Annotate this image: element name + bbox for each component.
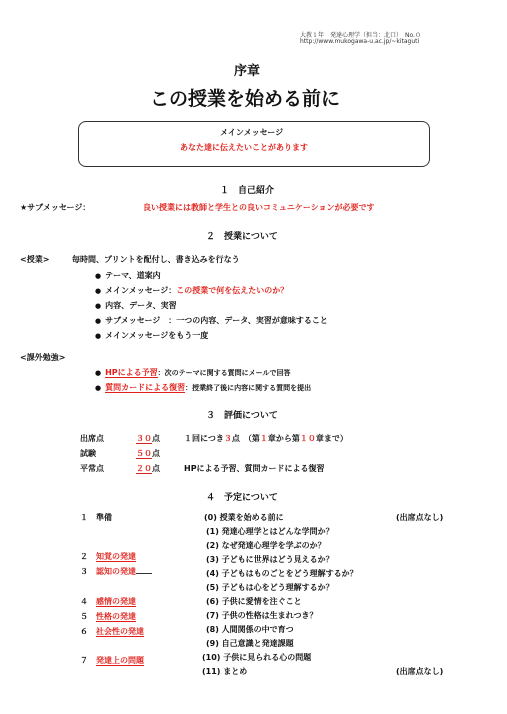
eval-points-attendance: ３０点 [136,434,160,443]
eval-label-attendance: 出席点 [80,434,104,443]
lecture-0: (0) 授業を始める前に [204,513,284,522]
class-item-theme: ● テーマ、道案内 [95,270,161,281]
sub-message-label: ★サブメッセージ： [20,203,91,212]
lecture-11: (11) まとめ [202,667,248,676]
lecture-3: (3) 子どもに世界はどう見えるか？ [206,555,334,564]
eval-points-regular: ２０点 [136,464,160,473]
lecture-9: (9) 自己意識と発達課題 [206,639,294,648]
section-heading-class: ２ 授業について [206,232,278,242]
header-url: http://www.mukogawa-u.ac.jp/~kitaguti [300,38,420,45]
section-heading-self-intro: １ 自己紹介 [220,186,275,196]
class-item-sub-message: ● サブメッセージ ：一つの内容、データ、実習が意味すること [95,315,328,326]
lecture-0-note: (出席点なし) [396,513,444,522]
eval-note-regular: HPによる予習、質問カードによる復習 [184,464,325,473]
lecture-4: (4) 子どもはものごとをどう理解するか？ [206,569,358,578]
class-label: <授業> [20,255,50,264]
class-item-main-message: ● メインメッセージ：この授業で何を伝えたいのか？ [95,285,288,296]
section-heading-schedule: ４ 予定について [206,493,278,503]
sub-message-text: 良い授業には教師と学生との良いコミュニケーションが必要です [143,203,375,212]
lecture-6: (6) 子供に愛情を注ぐこと [206,597,302,606]
class-item-main-again: ● メインメッセージをもう一度 [95,330,208,341]
extra-study-label: <課外勉強> [20,353,66,362]
eval-label-regular: 平常点 [80,464,104,473]
main-message-text: あなた達に伝えたいことがあります [180,143,308,152]
page-title: この授業を始める前に [150,88,341,110]
lecture-7: (7) 子供の性格は生まれつき？ [206,611,318,620]
main-message-label: メインメッセージ [220,128,284,137]
eval-label-exam: 試験 [80,449,96,458]
chapter-label: 序章 [234,64,261,79]
eval-note-attendance: １回につき３点 （第１章から第１０章まで） [184,434,348,443]
extra-item-question-card: ● 質問カードによる復習：授業終了後に内容に関する質問を提出 [95,382,311,393]
lecture-8: (8) 人間関係の中で育つ [206,625,294,634]
class-item-content: ● 内容、データ、実習 [95,300,177,311]
schedule-part-7: ７ 発達上の問題 [80,656,144,665]
eval-points-exam: ５０点 [136,449,160,458]
class-text: 毎時間、プリントを配付し、書き込みを行なう [72,255,240,264]
schedule-part-5: ５ 性格の発達 [80,612,136,621]
section-heading-evaluation: ３ 評価について [206,411,278,421]
extra-item-hp: ● HPによる予習：次のテーマに関する質問にメールで回答 [95,367,291,378]
lecture-1: (1) 発達心理学とはどんな学問か？ [206,527,334,536]
schedule-part-6: ６ 社会性の発達 [80,627,144,636]
header-course-info: 大教１年 発達心理学（担当：北口） No.０ [300,32,421,39]
schedule-part-2: ２ 知覚の発達 [80,552,136,561]
lecture-10: (10) 子供に見られる心の問題 [202,653,312,662]
schedule-part-3: ３ 認知の発達 [80,566,152,577]
lecture-2: (2) なぜ発達心理学を学ぶのか？ [206,541,326,550]
schedule-part-1: １ 準備 [80,513,112,522]
lecture-5: (5) 子どもは心をどう理解するか？ [206,583,334,592]
schedule-part-4: ４ 感情の発達 [80,597,136,606]
lecture-11-note: (出席点なし) [396,667,444,676]
